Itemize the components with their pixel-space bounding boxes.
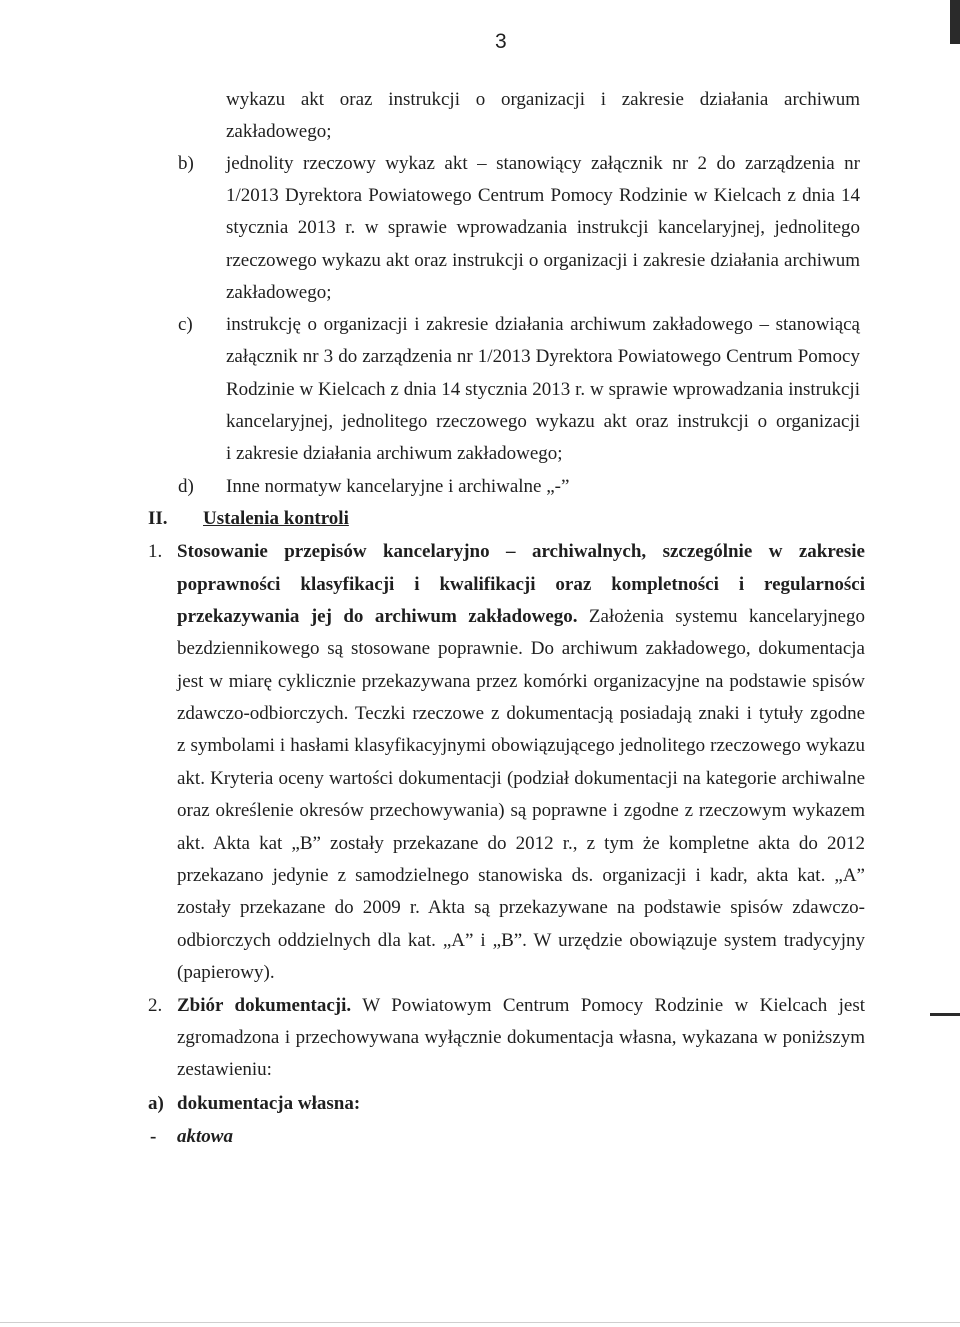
text-line: jednolity rzeczowy wykaz akt – stanowiący załącznik nr 2 do zarządzenia nr xyxy=(226,153,860,174)
text-line: i zakresie działania archiwum zakładowego; xyxy=(226,443,563,464)
text-line: rzeczowego wykazu akt oraz instrukcji o organizacji i zakresie działania archiwum xyxy=(226,250,860,271)
text-line: odbiorczych oddzielnych dla kat. „A” i „B”. W urzędzie obowiązuje system tradycyjny xyxy=(177,930,865,951)
text-line: zostały przekazane do 2009 r. Akta są przekazywane na podstawie spisów zdawczo- xyxy=(177,897,865,918)
bold-run: Zbiór dokumentacji. xyxy=(177,995,352,1016)
scan-edge-mark xyxy=(950,0,960,44)
text-line: Rodzinie w Kielcach z dnia 14 stycznia 2013 r. w sprawie wprowadzania instrukcji xyxy=(226,379,860,400)
text-line: zakładowego; xyxy=(226,121,332,142)
text-line: wykazu akt oraz instrukcji o organizacji i zakresie działania archiwum xyxy=(226,89,860,110)
subheading-italic: aktowa xyxy=(177,1126,233,1147)
text-line: Stosowanie przepisów kancelaryjno – archiwalnych, szczególnie w zakresie xyxy=(177,541,865,562)
item-number-1: 1. xyxy=(148,541,163,562)
list-marker-b: b) xyxy=(178,153,194,174)
page-number: 3 xyxy=(495,30,507,53)
text-line: z symbolami i hasłami klasyfikacyjnymi obowiązującego jednolitego rzeczowego wykazu xyxy=(177,735,865,756)
text-line: przekazano jedynie z samodzielnego stanowiska ds. organizacji i kadr, akta kat. „A” xyxy=(177,865,865,886)
text-line: zdawczo-odbiorczych. Teczki rzeczowe z dokumentacją posiadają znaki i tytuły zgodne xyxy=(177,703,865,724)
text-line: akt. Kryteria oceny wartości dokumentacji (podział dokumentacji na kategorie archiwalne xyxy=(177,768,865,789)
text-line: 1/2013 Dyrektora Powiatowego Centrum Pomocy Rodzinie w Kielcach z dnia 14 xyxy=(226,185,860,206)
item-number-2: 2. xyxy=(148,995,163,1016)
list-marker-d: d) xyxy=(178,476,194,497)
text-line: poprawności klasyfikacji i kwalifikacji oraz kompletności i regularności xyxy=(177,574,865,595)
dash-marker: - xyxy=(150,1126,157,1147)
text-line: (papierowy). xyxy=(177,962,275,983)
text-line: zgromadzona i przechowywana wyłącznie dokumentacja własna, wykazana w poniższym xyxy=(177,1027,865,1048)
scan-margin-mark xyxy=(930,1013,960,1016)
text-line: załącznik nr 3 do zarządzenia nr 1/2013 Dyrektora Powiatowego Centrum Pomocy xyxy=(226,346,860,367)
list-marker-a: a) xyxy=(148,1093,164,1114)
text-line xyxy=(177,606,865,628)
text-run: Założenia systemu kancelaryjnego xyxy=(577,606,865,627)
text-line: akt. Akta kat „B” zostały przekazane do 2012 r., z tym że kompletne akta do 2012 xyxy=(177,833,865,854)
text-line: stycznia 2013 r. w sprawie wprowadzania instrukcji kancelaryjnej, jednolitego xyxy=(226,217,860,238)
section-title: Ustalenia kontroli xyxy=(203,508,349,529)
text-line: oraz określenie okresów przechowywania) są poprawne i zgodne z rzeczowym wykazem xyxy=(177,800,865,821)
text-line: jest w miarę cyklicznie przekazywana przez komórki organizacyjne na podstawie spisów xyxy=(177,671,865,692)
subheading: dokumentacja własna: xyxy=(177,1093,361,1114)
text-line: bezdziennikowego są stosowane poprawnie. Do archiwum zakładowego, dokumentacja xyxy=(177,638,865,659)
bold-run: przekazywania jej do archiwum zakładowego. xyxy=(177,606,578,627)
text-line: zestawieniu: xyxy=(177,1059,272,1080)
text-line xyxy=(177,995,865,1017)
section-number: II. xyxy=(148,508,168,529)
text-run: W Powiatowym Centrum Pomocy Rodzinie w Kielcach jest xyxy=(351,995,865,1016)
text-line: zakładowego; xyxy=(226,282,332,303)
list-marker-c: c) xyxy=(178,314,193,335)
text-line: kancelaryjnej, jednolitego rzeczowego wykazu akt oraz instrukcji o organizacji xyxy=(226,411,860,432)
text-line: instrukcję o organizacji i zakresie działania archiwum zakładowego – stanowiącą xyxy=(226,314,860,335)
text-line: Inne normatyw kancelaryjne i archiwalne „-” xyxy=(226,476,570,497)
scan-bottom-line xyxy=(0,1322,960,1323)
